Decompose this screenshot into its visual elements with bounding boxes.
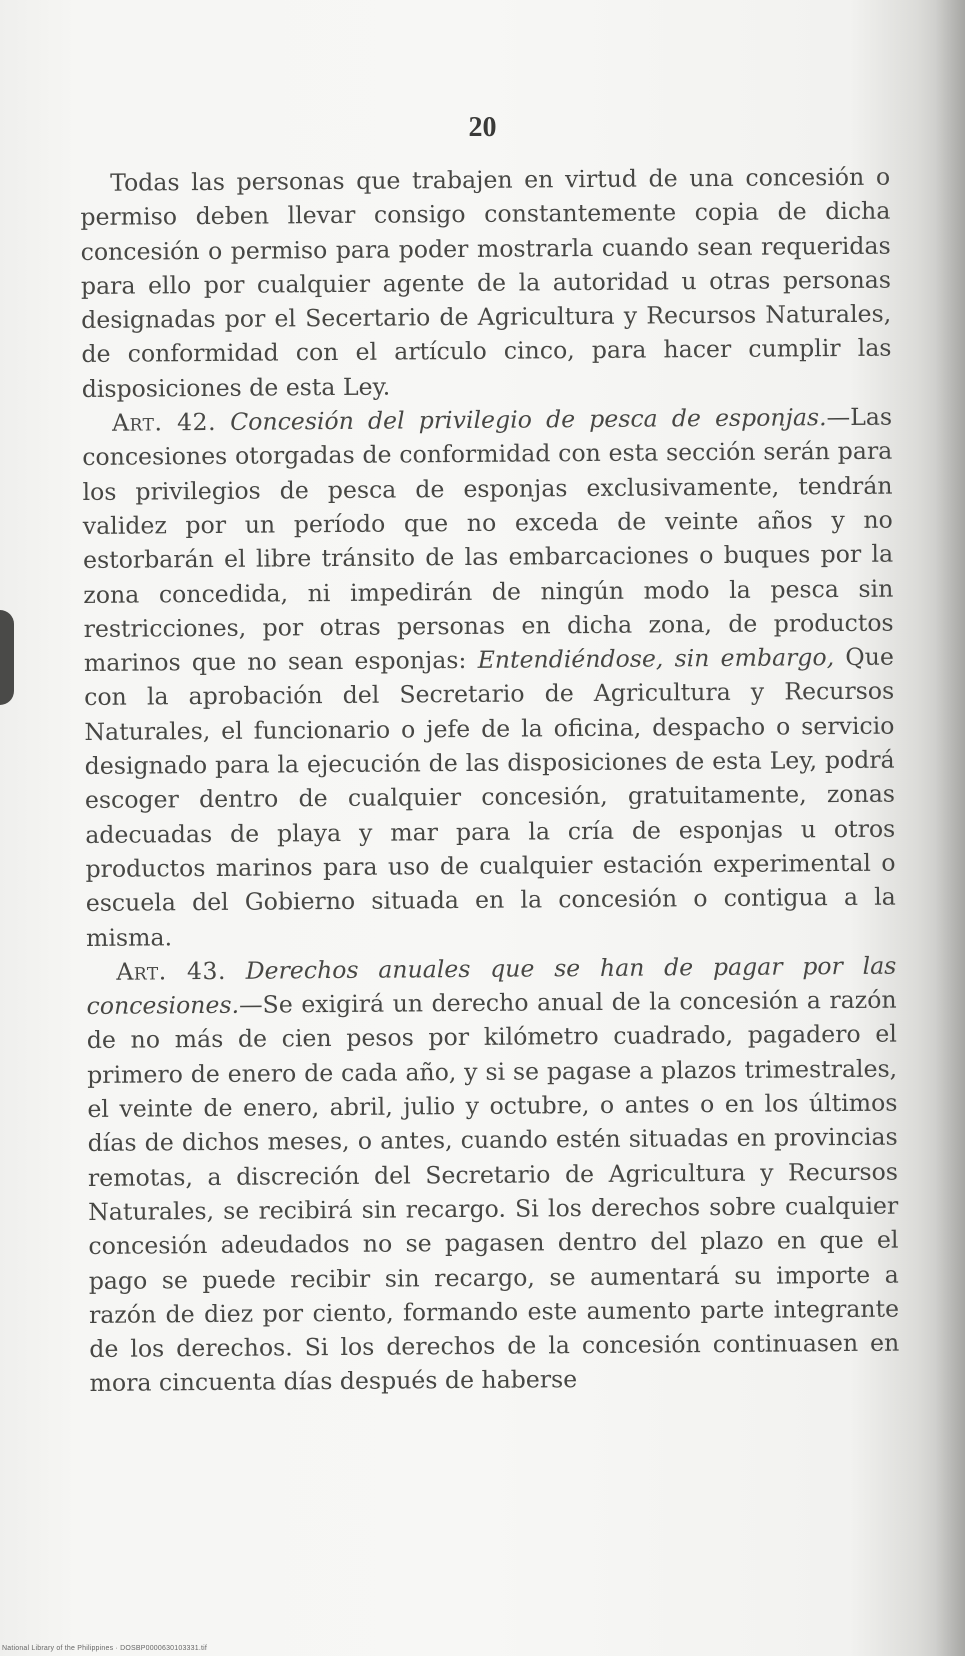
paragraph-intro: Todas las personas que trabajen en virtud de una concesión o permiso deben llevar consigo constantemente copia de dicha concesión o permiso para poder mostrarla cuando sean requeridas para ello por cualquier agente de la autoridad u otras personas designadas por el Secertario de Agricultura y Recursos Naturales, de conformidad con el artículo cinco, para hacer cumplir las disposiciones de esta Ley. xyxy=(80,162,892,403)
article-43-body: —Se exigirá un derecho anual de la concesión a razón de no más de cien pesos por kilómetro cuadrado, pagadero el primero de enero de cada año, y si se pagase a plazos trimestrales, el veinte de enero, abril, julio y octubre, o antes o en los últimos días de dichos meses, o antes, cuando estén situadas en provincias remotas, a discreción del Secretario de Agricultura y Recursos Naturales, se recibirá sin recargo. Si los derechos sobre cualquier concesión adeudados no se pagasen dentro del plazo en que el pago se puede recibir sin recargo, se aumentará su importe a razón de diez por ciento, formando este aumento parte integrante de los derechos. Si los derechos de la concesión continuasen en mora cincuenta días después de haberse xyxy=(86,985,900,1398)
page-edge-shadow xyxy=(935,0,965,1656)
article-43 xyxy=(86,948,899,1400)
article-42-label: Art. 42. xyxy=(111,408,217,437)
article-42-emphasis: Entendiéndose, sin embargo, xyxy=(477,643,835,675)
article-42-body-1: —Las concesiones otorgadas de conformidad con esta sección serán para los privilegios de pesca de esponjas exclusivamente, tendrán validez por un período que no exceda de veinte años y no estorbarán el libre tránsito de las embarcaciones o buques por la zona concedida, ni impedirán de ningún modo la pesca sin restricciones, por otras personas en dicha zona, de productos marinos que no sean esponjas: xyxy=(82,402,894,678)
body-text xyxy=(80,160,900,1401)
scan-footer: National Library of the Philippines · DOSBP0000630103331.tif xyxy=(2,1645,208,1652)
article-42-body-2: Que con la aprobación del Secretario de Agricultura y Recursos Naturales, el funcionario o jefe de la oficina, despacho o servicio designado para la ejecución de las disposiciones de esta Ley, podrá escoger dentro de cualquier concesión, gratuitamente, zonas adecuadas de playa y mar para la cría de esponjas u otros productos marinos para uso de cualquier estación experimental o escuela del Gobierno situada en la concesión o contigua a la misma. xyxy=(84,642,896,952)
article-43-label: Art. 43. xyxy=(116,956,227,986)
article-42-title: Concesión del privilegio de pesca de esponjas. xyxy=(230,403,827,436)
article-43-title: Derechos anuales que se han de pagar por las concesiones. xyxy=(86,951,897,1021)
article-42 xyxy=(82,400,896,955)
binding-mark xyxy=(0,610,14,705)
page-number: 20 xyxy=(468,112,497,143)
